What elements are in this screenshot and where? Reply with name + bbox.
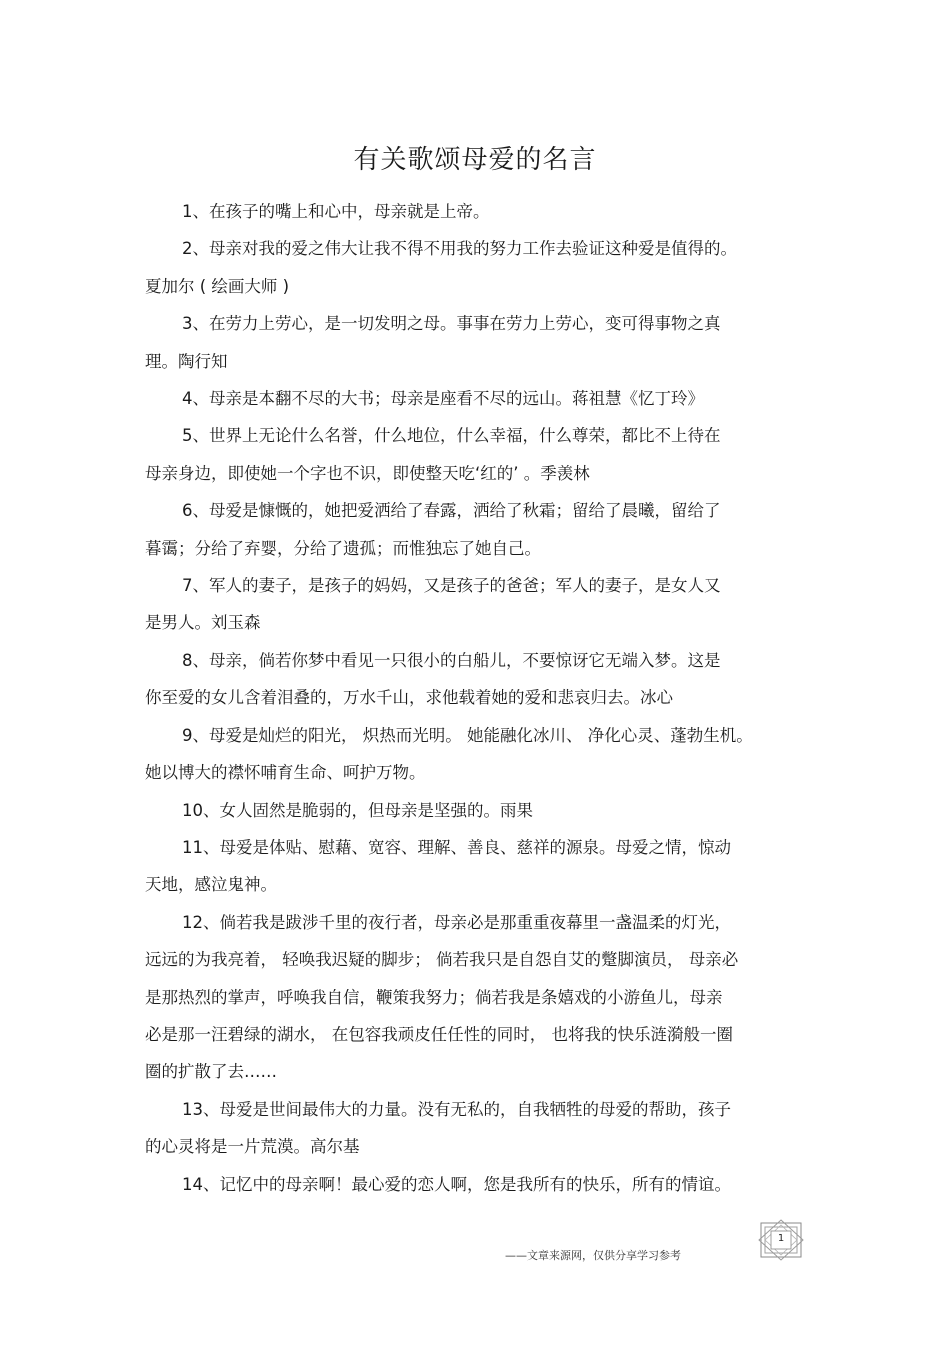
quote-line: 10、女人固然是脆弱的，但母亲是坚强的。雨果	[182, 800, 533, 820]
quote-line: 2、母亲对我的爱之伟大让我不得不用我的努力工作去验证这种爱是值得的。	[182, 239, 737, 259]
quote-line: 14、记忆中的母亲啊！最心爱的恋人啊，您是我所有的快乐，所有的情谊。	[182, 1174, 731, 1194]
quote-paragraph	[145, 642, 810, 717]
quote-line: 理。陶行知	[145, 351, 228, 371]
quote-paragraph	[145, 1166, 810, 1203]
quote-line: 11、母爱是体贴、慰藉、宽容、理解、善良、慈祥的源泉。母爱之情，惊动	[182, 837, 731, 857]
quote-line: 必是那一汪碧绿的湖水， 在包容我顽皮任任性的同时， 也将我的快乐涟漪般一圈	[145, 1024, 733, 1044]
page-number-badge	[756, 1219, 806, 1261]
quote-line: 6、母爱是慷慨的，她把爱洒给了春露，洒给了秋霜；留给了晨曦，留给了	[182, 501, 721, 521]
quote-line: 4、母亲是本翻不尽的大书；母亲是座看不尽的远山。蒋祖慧《忆丁玲》	[182, 389, 704, 409]
quote-line: 她以博大的襟怀哺育生命、呵护万物。	[145, 763, 426, 783]
quote-line: 5、世界上无论什么名誉，什么地位，什么幸福，什么尊荣，都比不上待在	[182, 426, 721, 446]
quote-line: 母亲身边，即使她一个字也不识，即使整天吃‘红的’ 。季羡林	[145, 463, 590, 483]
quote-line: 13、母爱是世间最伟大的力量。没有无私的，自我牺牲的母爱的帮助，孩子	[182, 1099, 731, 1119]
quote-paragraph	[145, 1091, 810, 1166]
quote-paragraph	[145, 792, 810, 829]
quote-paragraph	[145, 717, 810, 792]
quote-paragraph	[145, 904, 810, 1091]
quote-paragraph	[145, 193, 810, 230]
quote-line: 远远的为我亮着， 轻唤我迟疑的脚步； 倘若我只是自怨自艾的蹩脚演员， 母亲必	[145, 950, 739, 970]
page-number: 1	[777, 1233, 785, 1244]
quote-paragraph	[145, 417, 810, 492]
quote-line: 天地，感泣鬼神。	[145, 875, 277, 895]
quote-line: 7、军人的妻子，是孩子的妈妈，又是孩子的爸爸；军人的妻子，是女人又	[182, 576, 721, 596]
quote-line: 夏加尔 ( 绘画大师 )	[145, 276, 290, 296]
quote-line: 暮霭；分给了弃婴，分给了遗孤；而惟独忘了她自己。	[145, 538, 541, 558]
quote-line: 你至爱的女儿含着泪叠的，万水千山，求他载着她的爱和悲哀归去。冰心	[145, 688, 673, 708]
quote-line: 圈的扩散了去……	[145, 1062, 277, 1082]
quote-paragraph	[145, 380, 810, 417]
quote-line: 8、母亲，倘若你梦中看见一只很小的白船儿，不要惊讶它无端入梦。这是	[182, 650, 721, 670]
quote-line: 的心灵将是一片荒漠。高尔基	[145, 1137, 360, 1157]
quote-line: 12、倘若我是跋涉千里的夜行者，母亲必是那重重夜幕里一盏温柔的灯光，	[182, 912, 731, 932]
quote-line: 是那热烈的掌声，呼唤我自信，鞭策我努力；倘若我是条嬉戏的小游鱼儿，母亲	[145, 987, 723, 1007]
footer-source-note: ——文章来源网，仅供分享学习参考	[505, 1249, 681, 1262]
quote-line: 3、在劳力上劳心，是一切发明之母。事事在劳力上劳心，变可得事物之真	[182, 314, 721, 334]
quote-paragraph	[145, 230, 810, 305]
quote-line: 是男人。刘玉森	[145, 613, 261, 633]
quote-paragraph	[145, 829, 810, 904]
quote-paragraph	[145, 492, 810, 567]
quote-paragraph	[145, 567, 810, 642]
quote-paragraph	[145, 305, 810, 380]
document-body	[145, 193, 810, 1203]
document-title: 有关歌颂母爱的名言	[353, 145, 597, 175]
quote-line: 1、在孩子的嘴上和心中，母亲就是上帝。	[182, 202, 490, 221]
quote-line: 9、母爱是灿烂的阳光， 炽热而光明。 她能融化冰川、 净化心灵、蓬勃生机。	[182, 725, 753, 745]
